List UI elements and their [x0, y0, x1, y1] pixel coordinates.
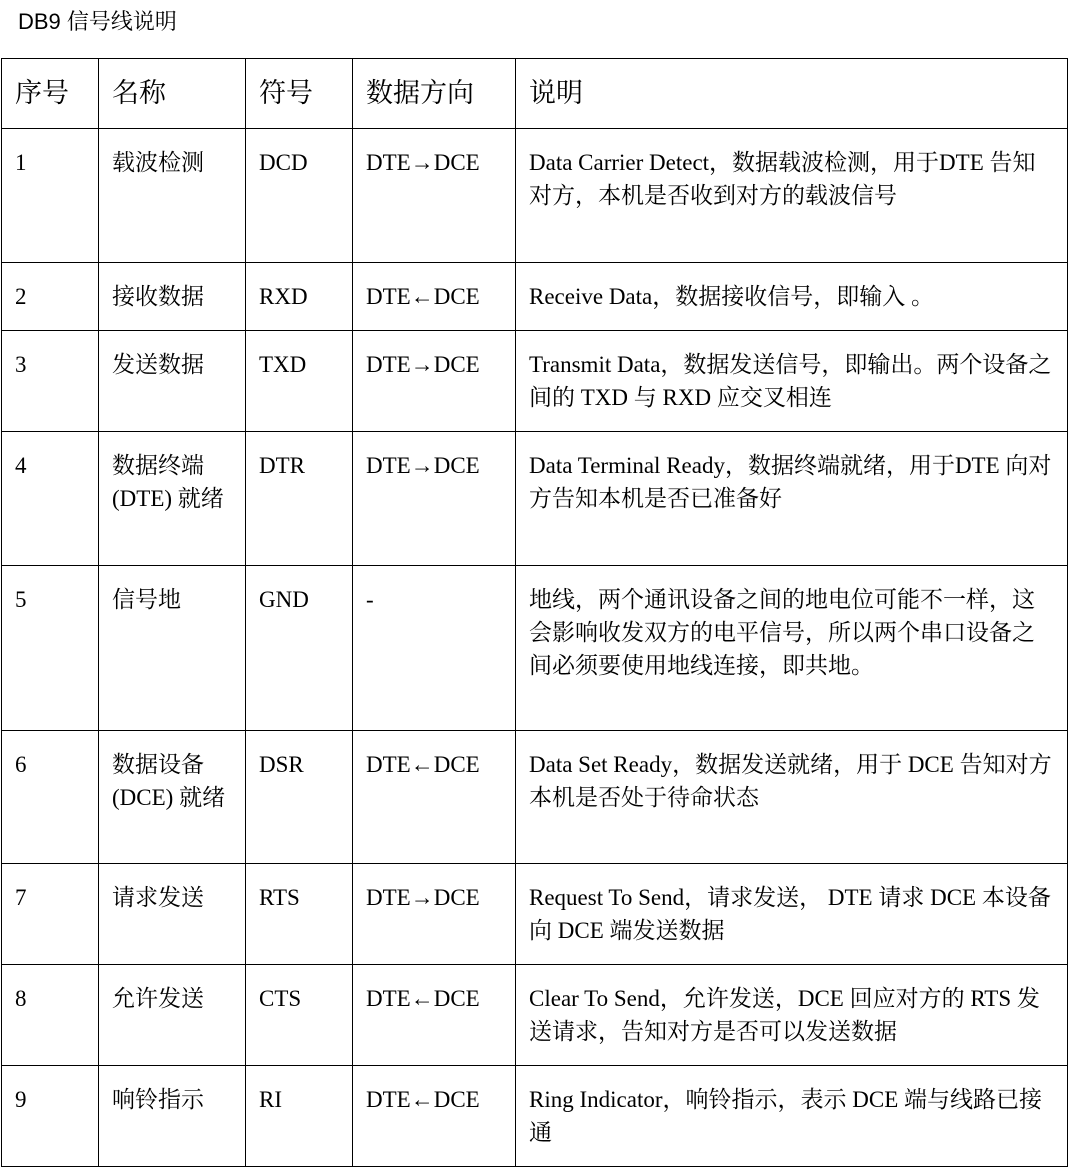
- cell-index: 3: [2, 331, 99, 432]
- table-row: [2, 432, 1068, 566]
- cell-index: 8: [2, 965, 99, 1066]
- cell-description: Ring Indicator，响铃指示，表示 DCE 端与线路已接通: [516, 1066, 1068, 1167]
- cell-symbol: DTR: [246, 432, 353, 566]
- cell-direction: DTE→DCE: [353, 129, 516, 263]
- table-row: [2, 263, 1068, 331]
- cell-description: 地线，两个通讯设备之间的地电位可能不一样，这会影响收发双方的电平信号，所以两个串口设备之间必须要使用地线连接，即共地。: [516, 566, 1068, 731]
- table-row: [2, 129, 1068, 263]
- cell-name: 请求发送: [99, 864, 246, 965]
- document-title: DB9 信号线说明: [18, 9, 177, 34]
- cell-description: Request To Send，请求发送， DTE 请求 DCE 本设备向 DCE 端发送数据: [516, 864, 1068, 965]
- cell-description: Transmit Data，数据发送信号，即输出。两个设备之间的 TXD 与 RXD 应交叉相连: [516, 331, 1068, 432]
- cell-symbol: RXD: [246, 263, 353, 331]
- cell-direction: DTE←DCE: [353, 965, 516, 1066]
- header-direction: 数据方向: [353, 59, 516, 129]
- cell-direction: DTE→DCE: [353, 331, 516, 432]
- table-row: [2, 566, 1068, 731]
- cell-index: 7: [2, 864, 99, 965]
- cell-name: 信号地: [99, 566, 246, 731]
- cell-name: 数据设备 (DCE) 就绪: [99, 731, 246, 864]
- cell-index: 9: [2, 1066, 99, 1167]
- cell-name: 发送数据: [99, 331, 246, 432]
- table-row: [2, 1066, 1068, 1167]
- cell-symbol: RI: [246, 1066, 353, 1167]
- cell-name: 数据终端 (DTE) 就绪: [99, 432, 246, 566]
- cell-description: Clear To Send，允许发送，DCE 回应对方的 RTS 发送请求，告知对方是否可以发送数据: [516, 965, 1068, 1066]
- db9-signal-table: [1, 58, 1068, 1167]
- table-row: [2, 331, 1068, 432]
- table-row: [2, 864, 1068, 965]
- header-symbol: 符号: [246, 59, 353, 129]
- cell-symbol: RTS: [246, 864, 353, 965]
- cell-name: 接收数据: [99, 263, 246, 331]
- cell-name: 响铃指示: [99, 1066, 246, 1167]
- table-row: [2, 965, 1068, 1066]
- cell-symbol: DSR: [246, 731, 353, 864]
- table-header-row: [2, 59, 1068, 129]
- cell-description: Receive Data，数据接收信号，即输入 。: [516, 263, 1068, 331]
- header-description: 说明: [516, 59, 1068, 129]
- cell-direction: DTE←DCE: [353, 263, 516, 331]
- cell-description: Data Set Ready，数据发送就绪，用于 DCE 告知对方本机是否处于待命状态: [516, 731, 1068, 864]
- cell-direction: DTE→DCE: [353, 432, 516, 566]
- cell-direction: DTE←DCE: [353, 1066, 516, 1167]
- cell-symbol: GND: [246, 566, 353, 731]
- cell-symbol: CTS: [246, 965, 353, 1066]
- header-index: 序号: [2, 59, 99, 129]
- cell-index: 2: [2, 263, 99, 331]
- header-name: 名称: [99, 59, 246, 129]
- cell-direction: DTE←DCE: [353, 731, 516, 864]
- cell-name: 允许发送: [99, 965, 246, 1066]
- cell-description: Data Terminal Ready，数据终端就绪，用于DTE 向对方告知本机是否已准备好: [516, 432, 1068, 566]
- cell-index: 5: [2, 566, 99, 731]
- cell-index: 1: [2, 129, 99, 263]
- cell-name: 载波检测: [99, 129, 246, 263]
- cell-symbol: TXD: [246, 331, 353, 432]
- cell-index: 6: [2, 731, 99, 864]
- cell-direction: -: [353, 566, 516, 731]
- cell-index: 4: [2, 432, 99, 566]
- table-row: [2, 731, 1068, 864]
- cell-direction: DTE→DCE: [353, 864, 516, 965]
- cell-symbol: DCD: [246, 129, 353, 263]
- cell-description: Data Carrier Detect，数据载波检测，用于DTE 告知对方，本机是否收到对方的载波信号: [516, 129, 1068, 263]
